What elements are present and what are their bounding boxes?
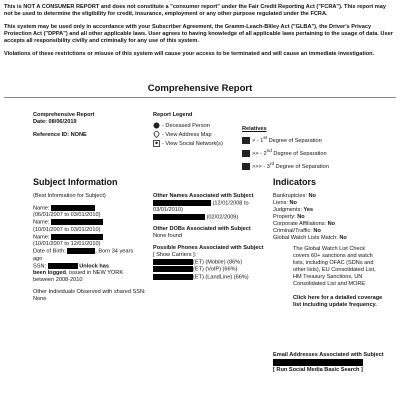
report-legend (153, 112, 248, 148)
subject-info (33, 193, 148, 303)
report-date: Date: 08/06/2019 (33, 119, 77, 125)
best-info-note: (Best Information for Subject) (33, 193, 106, 199)
other-name-entry: (12/01/2008 to 03/01/2010) (153, 200, 249, 214)
relative-degree-2: >> - 2nd Degree of Separation (242, 147, 362, 158)
reference-id: Reference ID: NONE (33, 132, 87, 138)
email-section (273, 352, 395, 374)
redacted-dob (67, 248, 95, 254)
other-dobs-heading: Other DOBs Associated with Subject (153, 225, 251, 232)
redacted-name (51, 234, 103, 240)
subject-info-heading: Subject Information (33, 177, 118, 187)
show-carriers-link[interactable]: [ Show Carriers ]: (153, 251, 197, 258)
indicator-corporate: Corporate Affiliations: No (273, 221, 336, 227)
name-entry: Name: (33, 234, 148, 241)
relative-degree-1: > - 1st Degree of Separation (242, 134, 362, 145)
relative-degree-3: >>> - 3rd Degree of Separation (242, 160, 362, 171)
indicator-criminal: Criminal/Traffic: No (273, 228, 321, 234)
name-date: (10/01/2007 to 12/01/2010) (33, 241, 101, 248)
phone-entry: (ET) (VoIP) (66%) (153, 266, 268, 273)
legend-title: Report Legend (153, 112, 193, 118)
indicator-judgments: Judgments: Yes (273, 207, 314, 213)
relative-icon (242, 137, 250, 144)
disclaimer-fcra: This is NOT A CONSUMER REPORT and does not constitute a "consumer report" under the Fair Credit Reporting Act ("FCRA"). This report may not be used to determine the eligibility for credit, insurance, employment or any other purpose regulated under the FCRA. (4, 4, 387, 17)
disclaimer-usage: This system may be used only in accordance with your Subscriber Agreement, the Gramm-Leach-Bliley Act ("GLBA"), the Driver's Privacy Protection Act ("DPPA") and all other applicable laws. User agrees to having knowledge of all applicable laws pertaining to the usage of data. User accepts all responsibility civilly and criminally for any use of this system. (4, 24, 393, 44)
legend-deceased: - Deceased Person (153, 122, 248, 130)
legend-social-network: - View Social Network(s) (153, 140, 248, 148)
indicators-heading: Indicators (273, 177, 317, 187)
report-title: Comprehensive Report (147, 83, 253, 94)
deceased-icon (153, 122, 160, 129)
dob-entry: Date of Birth: , Born 34 years (33, 248, 134, 255)
redacted-email (273, 359, 363, 366)
watchlist-description: The Global Watch List Check covers 60+ sanctions and watch lists, including OFAC (SDNs and other lists), EU Consolidated List, HM Treasury Sanctions, UN Consolidated List and MORE (293, 246, 376, 287)
disclaimer-violations: Violations of these restrictions or misuse of this system will cause your access to be terminated and will cause an immediate investigation. (4, 51, 375, 57)
disclaimer (4, 4, 396, 64)
ssn-entry: SSN: Unlock has (33, 263, 110, 270)
relatives-legend (242, 126, 362, 171)
redacted-phone (153, 259, 193, 265)
redacted-ssn (48, 263, 78, 269)
report-meta (33, 112, 123, 139)
name-entry: Name: (33, 219, 148, 226)
ssn-issued: been logged, issued in NEW YORK (33, 270, 124, 277)
social-media-search-link[interactable]: [ Run Social Media Basic Search ] (273, 366, 363, 373)
coverage-list-link[interactable]: Click here for a detailed coverage list including update frequency. (293, 295, 383, 308)
indicator-property: Property: No (273, 214, 305, 220)
dob-age: ago (33, 255, 43, 262)
redacted-name (51, 219, 103, 225)
name-date: (10/01/2007 to 03/01/2010) (33, 226, 101, 233)
redacted-phone (153, 274, 193, 280)
redacted-name (153, 200, 211, 206)
relatives-title: Relatives (242, 126, 267, 132)
indicator-bankruptcies: Bankruptcies: No (273, 193, 316, 199)
shared-ssn-note: Other Individuals Observed with shared SSN: None (33, 289, 146, 303)
relative-icon (242, 150, 250, 157)
other-name-entry: (02/02/2009) (153, 214, 268, 221)
indicators-list (273, 193, 395, 309)
phone-entry: (ET) (Mobile) (86%) (153, 259, 268, 266)
report-type: Comprehensive Report (33, 112, 95, 118)
phone-entry: (ET) (LandLine) (66%) (153, 274, 268, 281)
title-divider (4, 97, 396, 98)
name-date: (06/01/2007 to 03/01/2010) (33, 212, 101, 219)
social-network-icon (153, 140, 160, 147)
indicator-liens: Liens: No (273, 200, 297, 206)
other-names-heading: Other Names Associated with Subject (153, 193, 254, 199)
redacted-name (153, 214, 205, 220)
map-icon (153, 131, 160, 138)
other-names-section (153, 193, 268, 281)
legend-address-map: - View Address Map (153, 131, 248, 139)
email-heading: Email Addresses Associated with Subject (273, 352, 384, 358)
phones-heading: Possible Phones Associated with Subject (153, 244, 264, 251)
redacted-name (51, 205, 95, 211)
redacted-phone (153, 266, 193, 272)
ssn-period: between 2008-2010 (33, 277, 83, 284)
name-entry: Name: (33, 205, 148, 212)
indicator-watchlist: Global Watch Lists Match: No (273, 235, 347, 241)
other-dobs-value: None found (153, 232, 182, 239)
relative-icon (242, 163, 250, 170)
